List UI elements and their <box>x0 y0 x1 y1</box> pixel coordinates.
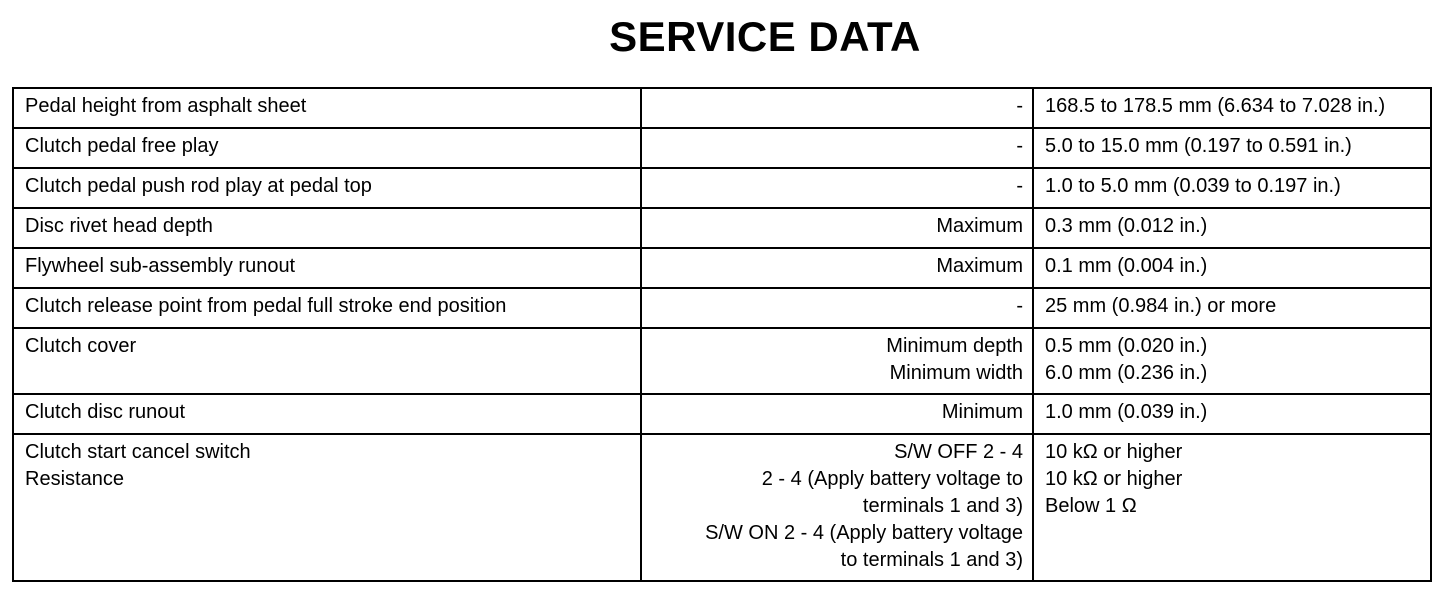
spec-cell: 5.0 to 15.0 mm (0.197 to 0.591 in.) <box>1033 128 1431 168</box>
table-row <box>13 328 1431 394</box>
condition-cell: Minimum depth Minimum width <box>641 328 1033 394</box>
item-cell: Clutch pedal free play <box>13 128 641 168</box>
table-row <box>13 88 1431 128</box>
item-cell: Flywheel sub-assembly runout <box>13 248 641 288</box>
condition-cell: Maximum <box>641 208 1033 248</box>
spec-cell: 1.0 mm (0.039 in.) <box>1033 394 1431 434</box>
condition-cell: S/W OFF 2 - 4 2 - 4 (Apply battery voltage to terminals 1 and 3) S/W ON 2 - 4 (Apply battery voltage to terminals 1 and 3) <box>641 434 1033 581</box>
item-cell: Clutch cover <box>13 328 641 394</box>
condition-cell: - <box>641 168 1033 208</box>
item-cell: Clutch release point from pedal full stroke end position <box>13 288 641 328</box>
condition-cell: Minimum <box>641 394 1033 434</box>
table-row <box>13 434 1431 581</box>
item-cell: Disc rivet head depth <box>13 208 641 248</box>
table-row <box>13 248 1431 288</box>
spec-cell: 1.0 to 5.0 mm (0.039 to 0.197 in.) <box>1033 168 1431 208</box>
spec-cell: 0.1 mm (0.004 in.) <box>1033 248 1431 288</box>
table-row <box>13 288 1431 328</box>
spec-cell: 168.5 to 178.5 mm (6.634 to 7.028 in.) <box>1033 88 1431 128</box>
table-row <box>13 208 1431 248</box>
spec-cell: 10 kΩ or higher 10 kΩ or higher Below 1 Ω <box>1033 434 1431 581</box>
service-data-table <box>12 87 1432 582</box>
item-cell: Pedal height from asphalt sheet <box>13 88 641 128</box>
spec-cell: 0.3 mm (0.012 in.) <box>1033 208 1431 248</box>
item-cell: Clutch start cancel switch Resistance <box>13 434 641 581</box>
item-cell: Clutch disc runout <box>13 394 641 434</box>
table-row <box>13 168 1431 208</box>
condition-cell: Maximum <box>641 248 1033 288</box>
page-title: SERVICE DATA <box>609 13 921 60</box>
item-cell: Clutch pedal push rod play at pedal top <box>13 168 641 208</box>
condition-cell: - <box>641 288 1033 328</box>
condition-cell: - <box>641 128 1033 168</box>
table-row <box>13 394 1431 434</box>
spec-cell: 25 mm (0.984 in.) or more <box>1033 288 1431 328</box>
table-row <box>13 128 1431 168</box>
spec-cell: 0.5 mm (0.020 in.) 6.0 mm (0.236 in.) <box>1033 328 1431 394</box>
condition-cell: - <box>641 88 1033 128</box>
